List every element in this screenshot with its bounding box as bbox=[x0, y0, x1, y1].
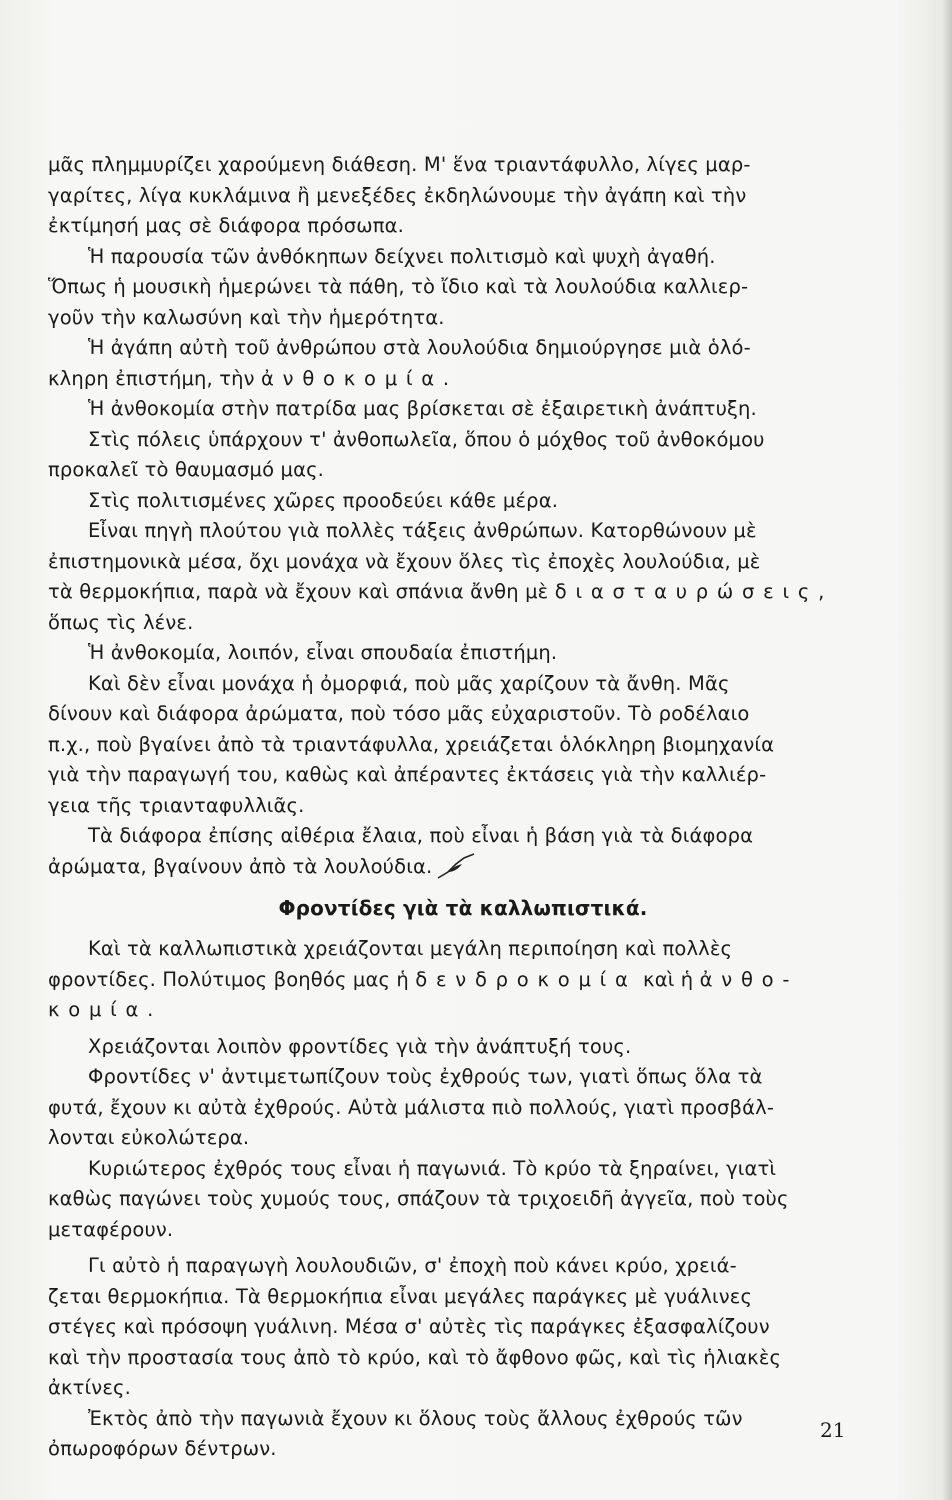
body-text bbox=[48, 150, 858, 1465]
spaced-term: διασταυρώσεις, bbox=[554, 580, 834, 603]
text-line: Κυριώτερος ἐχθρός τους εἶναι ἡ παγωνιά. Τὸ κρύο τὰ ξηραίνει, γιατὶ bbox=[88, 1156, 777, 1180]
spaced-term: δενδροκομία bbox=[415, 967, 637, 991]
text-span: καὶ ἡ bbox=[643, 967, 694, 991]
text-line: καθὼς παγώνει τοὺς χυμούς τους, σπάζουν τὰ τριχοειδῆ ἀγγεῖα, ποὺ τοὺς bbox=[48, 1187, 789, 1210]
text-line: Ἡ ἀνθοκομία, λοιπόν, εἶναι σπουδαία ἐπιστήμη. bbox=[88, 641, 558, 664]
text-line: γιὰ τὴν παραγωγή του, καθὼς καὶ ἀπέραντες ἐκτάσεις γιὰ τὴν καλλιέρ- bbox=[48, 763, 767, 786]
text-line: γαρίτες, λίγα κυκλάμινα ἢ μενεξέδες ἐκδηλώνουμε τὴν ἀγάπη καὶ τὴν bbox=[48, 183, 747, 207]
leaf-ornament-icon bbox=[434, 852, 478, 882]
text-span: φροντίδες. Πολύτιμος βοηθός μας ἡ bbox=[48, 967, 409, 991]
text-line: ἀκτίνες. bbox=[48, 1376, 131, 1399]
text-line: Τὰ διάφορα ἐπίσης αἰθέρια ἔλαια, ποὺ εἶναι ἡ βάση γιὰ τὰ διάφορα bbox=[88, 824, 754, 847]
text-span: . bbox=[147, 998, 154, 1021]
text-span: . bbox=[442, 366, 450, 390]
text-span: κληρη ἐπιστήμη, τὴν bbox=[48, 366, 255, 390]
text-line: στέγες καὶ πρόσοψη γυάλινη. Μέσα σ' αὐτὲς τὶς παράγκες ἐξασφαλίζουν bbox=[48, 1315, 770, 1338]
text-line: Καὶ τὰ καλλωπιστικὰ χρειάζονται μεγάλη περιποίηση καὶ πολλὲς bbox=[88, 937, 733, 960]
text-line: Εἶναι πηγὴ πλούτου γιὰ πολλὲς τάξεις ἀνθρώπων. Κατορθώνουν μὲ bbox=[88, 519, 757, 542]
text-line: ἐκτίμησή μας σὲ διάφορα πρόσωπα. bbox=[48, 214, 404, 237]
text-line: π.χ., ποὺ βγαίνει ἀπὸ τὰ τριαντάφυλλα, χρειάζεται ὁλόκληρη βιομηχανία bbox=[48, 732, 775, 756]
text-line: Χρειάζονται λοιπὸν φροντίδες γιὰ τὴν ἀνάπτυξή τους. bbox=[88, 1034, 632, 1058]
text-line bbox=[48, 364, 858, 395]
text-line: γεια τῆς τριανταφυλλιᾶς. bbox=[48, 793, 305, 817]
text-line bbox=[48, 852, 858, 883]
spaced-term: ἀνθο- bbox=[699, 967, 799, 991]
spaced-term: ἀνθοκομία bbox=[261, 366, 443, 390]
text-line: Γι αὐτὸ ἡ παραγωγὴ λουλουδιῶν, σ' ἐποχὴ ποὺ κάνει κρύο, χρειά- bbox=[88, 1254, 737, 1277]
page-edge-shadow bbox=[942, 0, 952, 1500]
spaced-term: κομία bbox=[48, 998, 148, 1021]
text-line: Στὶς πόλεις ὑπάρχουν τ' ἀνθοπωλεῖα, ὅπου ὁ μόχθος τοῦ ἀνθοκόμου bbox=[88, 427, 765, 451]
text-line: Καὶ δὲν εἶναι μονάχα ἡ ὀμορφιά, ποὺ μᾶς χαρίζουν τὰ ἄνθη. Μᾶς bbox=[88, 671, 730, 695]
text-line: ζεται θερμοκήπια. Τὰ θερμοκήπια εἶναι μεγάλες παράγκες μὲ γυάλινες bbox=[48, 1284, 753, 1308]
text-line: προκαλεῖ τὸ θαυμασμό μας. bbox=[48, 458, 325, 481]
text-line: ἐπιστημονικὰ μέσα, ὄχι μονάχα νὰ ἔχουν ὅλες τὶς ἐποχὲς λουλούδια, μὲ bbox=[48, 549, 761, 573]
text-line: Ἡ ἀγάπη αὐτὴ τοῦ ἀνθρώπου στὰ λουλούδια δημιούργησε μιὰ ὁλό- bbox=[88, 336, 751, 359]
text-span: τὰ θερμοκήπια, παρὰ νὰ ἔχουν καὶ σπάνια ἄνθη μὲ bbox=[48, 580, 549, 603]
text-line: Στὶς πολιτισμένες χῶρες προοδεύει κάθε μέρα. bbox=[88, 488, 559, 512]
text-line: καὶ τὴν προστασία τους ἀπὸ τὸ κρύο, καὶ τὸ ἄφθονο φῶς, καὶ τὶς ἡλιακὲς bbox=[48, 1345, 782, 1369]
text-line: Φροντίδες ν' ἀντιμετωπίζουν τοὺς ἐχθρούς των, γιατὶ ὅπως ὅλα τὰ bbox=[88, 1065, 763, 1088]
page-number: 21 bbox=[820, 1418, 846, 1442]
section-heading: Φροντίδες γιὰ τὰ καλλωπιστικά. bbox=[278, 896, 648, 920]
text-line: ὅπως τὶς λένε. bbox=[48, 610, 194, 634]
text-span: ἀρώματα, βγαίνουν ἀπὸ τὰ λουλούδια. bbox=[48, 854, 433, 878]
text-line: λονται εὐκολώτερα. bbox=[48, 1126, 250, 1149]
text-line: Ἡ παρουσία τῶν ἀνθόκηπων δείχνει πολιτισμὸ καὶ ψυχὴ ἀγαθή. bbox=[88, 244, 716, 268]
text-line: μᾶς πλημμυρίζει χαρούμενη διάθεση. Μ' ἕνα τριαντάφυλλο, λίγες μαρ- bbox=[48, 153, 751, 176]
text-line: γοῦν τὴν καλωσύνη καὶ τὴν ἡμερότητα. bbox=[48, 305, 445, 329]
text-line: Ἡ ἀνθοκομία στὴν πατρίδα μας βρίσκεται σὲ ἐξαιρετικὴ ἀνάπτυξη. bbox=[88, 397, 757, 420]
text-line: δίνουν καὶ διάφορα ἀρώματα, ποὺ τόσο μᾶς εὐχαριστοῦν. Τὸ ροδέλαιο bbox=[48, 702, 750, 725]
text-line bbox=[48, 995, 858, 1026]
text-line: μεταφέρουν. bbox=[48, 1217, 174, 1241]
text-line: Ὅπως ἡ μουσικὴ ἡμερώνει τὰ πάθη, τὸ ἴδιο καὶ τὰ λουλούδια καλλιερ- bbox=[48, 275, 749, 298]
text-line bbox=[48, 577, 858, 608]
text-line bbox=[48, 965, 858, 996]
text-line: Ἐκτὸς ἀπὸ τὴν παγωνιὰ ἔχουν κι ὅλους τοὺς ἄλλους ἐχθρούς τῶν bbox=[88, 1406, 743, 1430]
text-line: ὀπωροφόρων δέντρων. bbox=[48, 1437, 277, 1460]
text-line: φυτά, ἔχουν κι αὐτὰ ἐχθρούς. Αὐτὰ μάλιστα πιὸ πολλούς, γιατὶ προσβάλ- bbox=[48, 1095, 775, 1119]
